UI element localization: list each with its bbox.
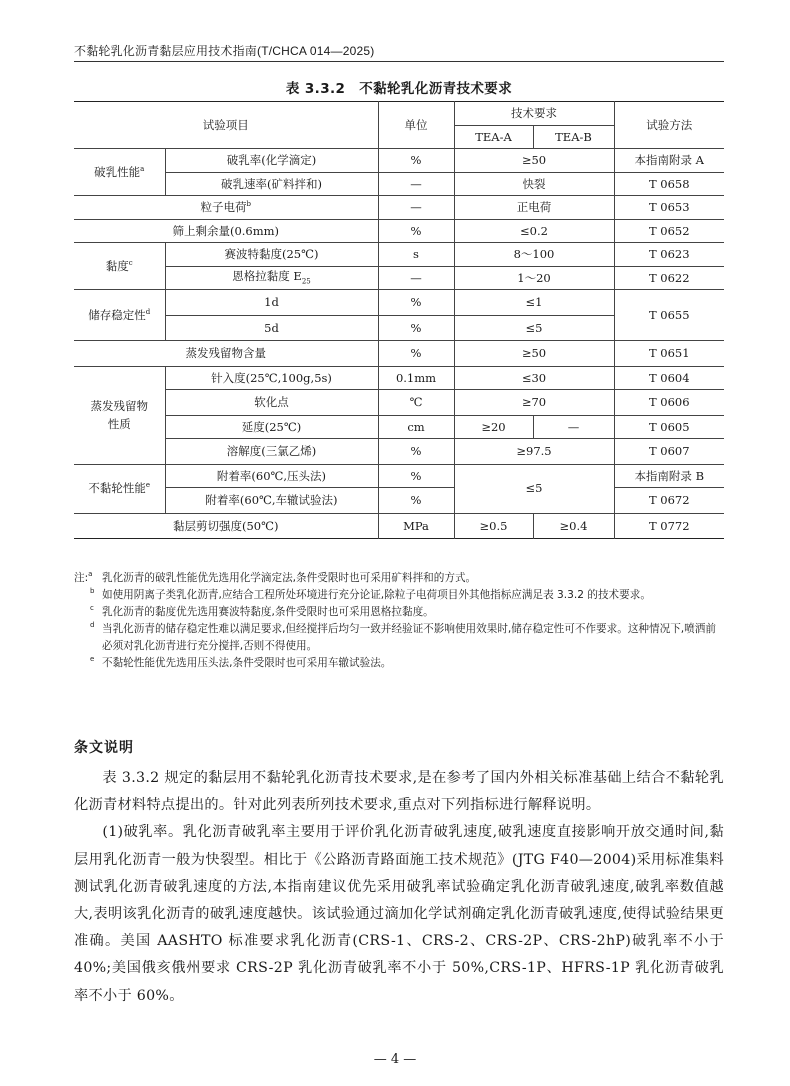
item-unit: MPa (378, 513, 454, 539)
item-requirement: ≤5 (454, 315, 614, 341)
item-name: 粒子电荷$^b$ (74, 196, 378, 220)
item-unit: 0.1mm (378, 366, 454, 390)
spec-table (74, 101, 724, 539)
item-method: T 0604 (614, 366, 724, 390)
header-method: 试验方法 (614, 102, 724, 149)
table-row (74, 172, 724, 196)
item-requirement: ≥97.5 (454, 439, 614, 465)
item-name: 附着率(60℃,车辙试验法) (165, 488, 378, 514)
paragraph: 表 3.3.2 规定的黏层用不黏轮乳化沥青技术要求,是在参考了国内外相关标准基础上结合不黏轮乳化沥青材料特点提出的。针对此列表所列技术要求,重点对下列指标进行解释说明。 (74, 770, 724, 814)
table-row (74, 196, 724, 220)
item-method: T 0651 (614, 341, 724, 367)
item-unit: % (378, 488, 454, 514)
item-method: 本指南附录 A (614, 149, 724, 173)
item-method: T 0623 (614, 243, 724, 267)
table-row (74, 266, 724, 290)
table-row (74, 464, 724, 488)
note-d: $^d$ 当乳化沥青的储存稳定性难以满足要求,但经搅拌后均匀一致并经验证不影响使用效果时,储存稳定性可不作要求。这种情况下,喷洒前必须对乳化沥青进行充分搅拌,否则不得使用。 (90, 621, 716, 652)
item-name: 赛波特黏度(25℃) (165, 243, 378, 267)
table-row (74, 439, 724, 465)
item-name: 针入度(25℃,100g,5s) (165, 366, 378, 390)
group-residue-properties: 蒸发残留物 性质 (74, 366, 165, 464)
item-unit: % (378, 315, 454, 341)
item-name: 黏层剪切强度(50℃) (74, 513, 378, 539)
note-e: $^e$ 不黏轮性能优先选用压头法,条件受限时也可采用车辙试验法。 (90, 655, 392, 669)
item-name: 破乳率(化学滴定) (165, 149, 378, 173)
note-c: $^c$ 乳化沥青的黏度优先选用赛波特黏度,条件受限时也可采用恩格拉黏度。 (90, 604, 434, 618)
item-method: T 0655 (614, 290, 724, 341)
item-name: 附着率(60℃,压头法) (165, 464, 378, 488)
item-name: 破乳速率(矿料拌和) (165, 172, 378, 196)
item-requirement-tea-a: ≥0.5 (454, 513, 533, 539)
item-method: T 0606 (614, 390, 724, 416)
item-requirement: ≤30 (454, 366, 614, 390)
table-row (74, 366, 724, 390)
note-a: 注:$^a$ 乳化沥青的破乳性能优先选用化学滴定法,条件受限时也可采用矿料拌和的方式。 (74, 570, 726, 587)
item-requirement: 8～100 (454, 243, 614, 267)
running-header: 不黏轮乳化沥青黏层应用技术指南(T/CHCA 014—2025) (74, 44, 375, 58)
paragraph: (1)破乳率。乳化沥青破乳率主要用于评价乳化沥青破乳速度,破乳速度直接影响开放交通时间,黏层用乳化沥青一般为快裂型。相比于《公路沥青路面施工技术规范》(JTG F40—2004)采用标准集料测试乳化沥青破乳速度的方法,本指南建议优先采用破乳率试验确定乳化沥青破乳速度,破乳率数值越大,表明该乳化沥青的破乳速度越快。该试验通过滴加化学试剂确定乳化沥青破乳速度,使得试验结果更准确。美国 AASHTO 标准要求乳化沥青(CRS-1、CRS-2、CRS-2P、CRS-2hP)破乳率不小于 40%;美国俄亥俄州要求 CRS-2P 乳化沥青破乳率不小于 50%,CRS-1P、HFRS-1P 乳化沥青破乳率不小于 60%。 (74, 824, 724, 1004)
item-name: 软化点 (165, 390, 378, 416)
group-viscosity: 黏度$^c$ (74, 243, 165, 290)
item-requirement: ≤5 (454, 464, 614, 513)
table-title: 表 3.3.2 不黏轮乳化沥青技术要求 (285, 81, 513, 97)
header-unit: 单位 (378, 102, 454, 149)
section-title: 条文说明 (74, 740, 134, 756)
item-requirement: 正电荷 (454, 196, 614, 220)
note-prefix: 注:$^a$ (74, 570, 93, 584)
item-method: T 0652 (614, 219, 724, 243)
item-unit: % (378, 149, 454, 173)
item-unit: cm (378, 415, 454, 439)
item-unit: ℃ (378, 390, 454, 416)
header-tea-b: TEA-B (533, 125, 614, 149)
item-unit: % (378, 341, 454, 367)
item-unit: % (378, 219, 454, 243)
item-requirement: 快裂 (454, 172, 614, 196)
item-method: T 0658 (614, 172, 724, 196)
header-item: 试验项目 (74, 102, 378, 149)
group-storage-stability: 储存稳定性$^d$ (74, 290, 165, 341)
item-requirement: 1～20 (454, 266, 614, 290)
table-header-row (74, 102, 724, 126)
group-non-stick: 不黏轮性能$^e$ (74, 464, 165, 513)
item-requirement-tea-b: ≥0.4 (533, 513, 614, 539)
table-notes (74, 570, 726, 672)
item-method: T 0605 (614, 415, 724, 439)
item-name: 1d (165, 290, 378, 316)
table-row (74, 488, 724, 514)
table-row (74, 513, 724, 539)
table-row (74, 390, 724, 416)
item-unit: % (378, 290, 454, 316)
table-row (74, 219, 724, 243)
table-row (74, 290, 724, 316)
table-row (74, 341, 724, 367)
note-b: $^b$ 如使用阴离子类乳化沥青,应结合工程所处环境进行充分论证,除粒子电荷项目外其他指标应满足表 3.3.2 的技术要求。 (90, 587, 651, 601)
header-tea-a: TEA-A (454, 125, 533, 149)
item-name: 延度(25℃) (165, 415, 378, 439)
item-requirement: ≤0.2 (454, 219, 614, 243)
item-method: T 0772 (614, 513, 724, 539)
item-unit: s (378, 243, 454, 267)
item-unit: — (378, 266, 454, 290)
item-name: 5d (165, 315, 378, 341)
body-text (74, 765, 724, 1010)
item-name: 蒸发残留物含量 (74, 341, 378, 367)
item-requirement: ≥50 (454, 149, 614, 173)
item-method: T 0653 (614, 196, 724, 220)
header-requirement: 技术要求 (454, 102, 614, 126)
item-unit: % (378, 439, 454, 465)
page-number: — 4 — (373, 1052, 417, 1067)
item-requirement: ≥50 (454, 341, 614, 367)
item-requirement: ≤1 (454, 290, 614, 316)
item-method: T 0672 (614, 488, 724, 514)
item-requirement-tea-b: — (533, 415, 614, 439)
item-method: T 0607 (614, 439, 724, 465)
group-demulsification: 破乳性能$^a$ (74, 149, 165, 196)
item-name: 筛上剩余量(0.6mm) (74, 219, 378, 243)
header-rule (74, 61, 724, 62)
item-requirement-tea-a: ≥20 (454, 415, 533, 439)
table-row (74, 415, 724, 439)
item-name: 溶解度(三氯乙烯) (165, 439, 378, 465)
item-unit: % (378, 464, 454, 488)
table-row (74, 149, 724, 173)
item-method: T 0622 (614, 266, 724, 290)
item-unit: — (378, 196, 454, 220)
table-row (74, 243, 724, 267)
item-method: 本指南附录 B (614, 464, 724, 488)
item-unit: — (378, 172, 454, 196)
item-requirement: ≥70 (454, 390, 614, 416)
item-name: 恩格拉黏度 $E_{25}$ (165, 266, 378, 290)
